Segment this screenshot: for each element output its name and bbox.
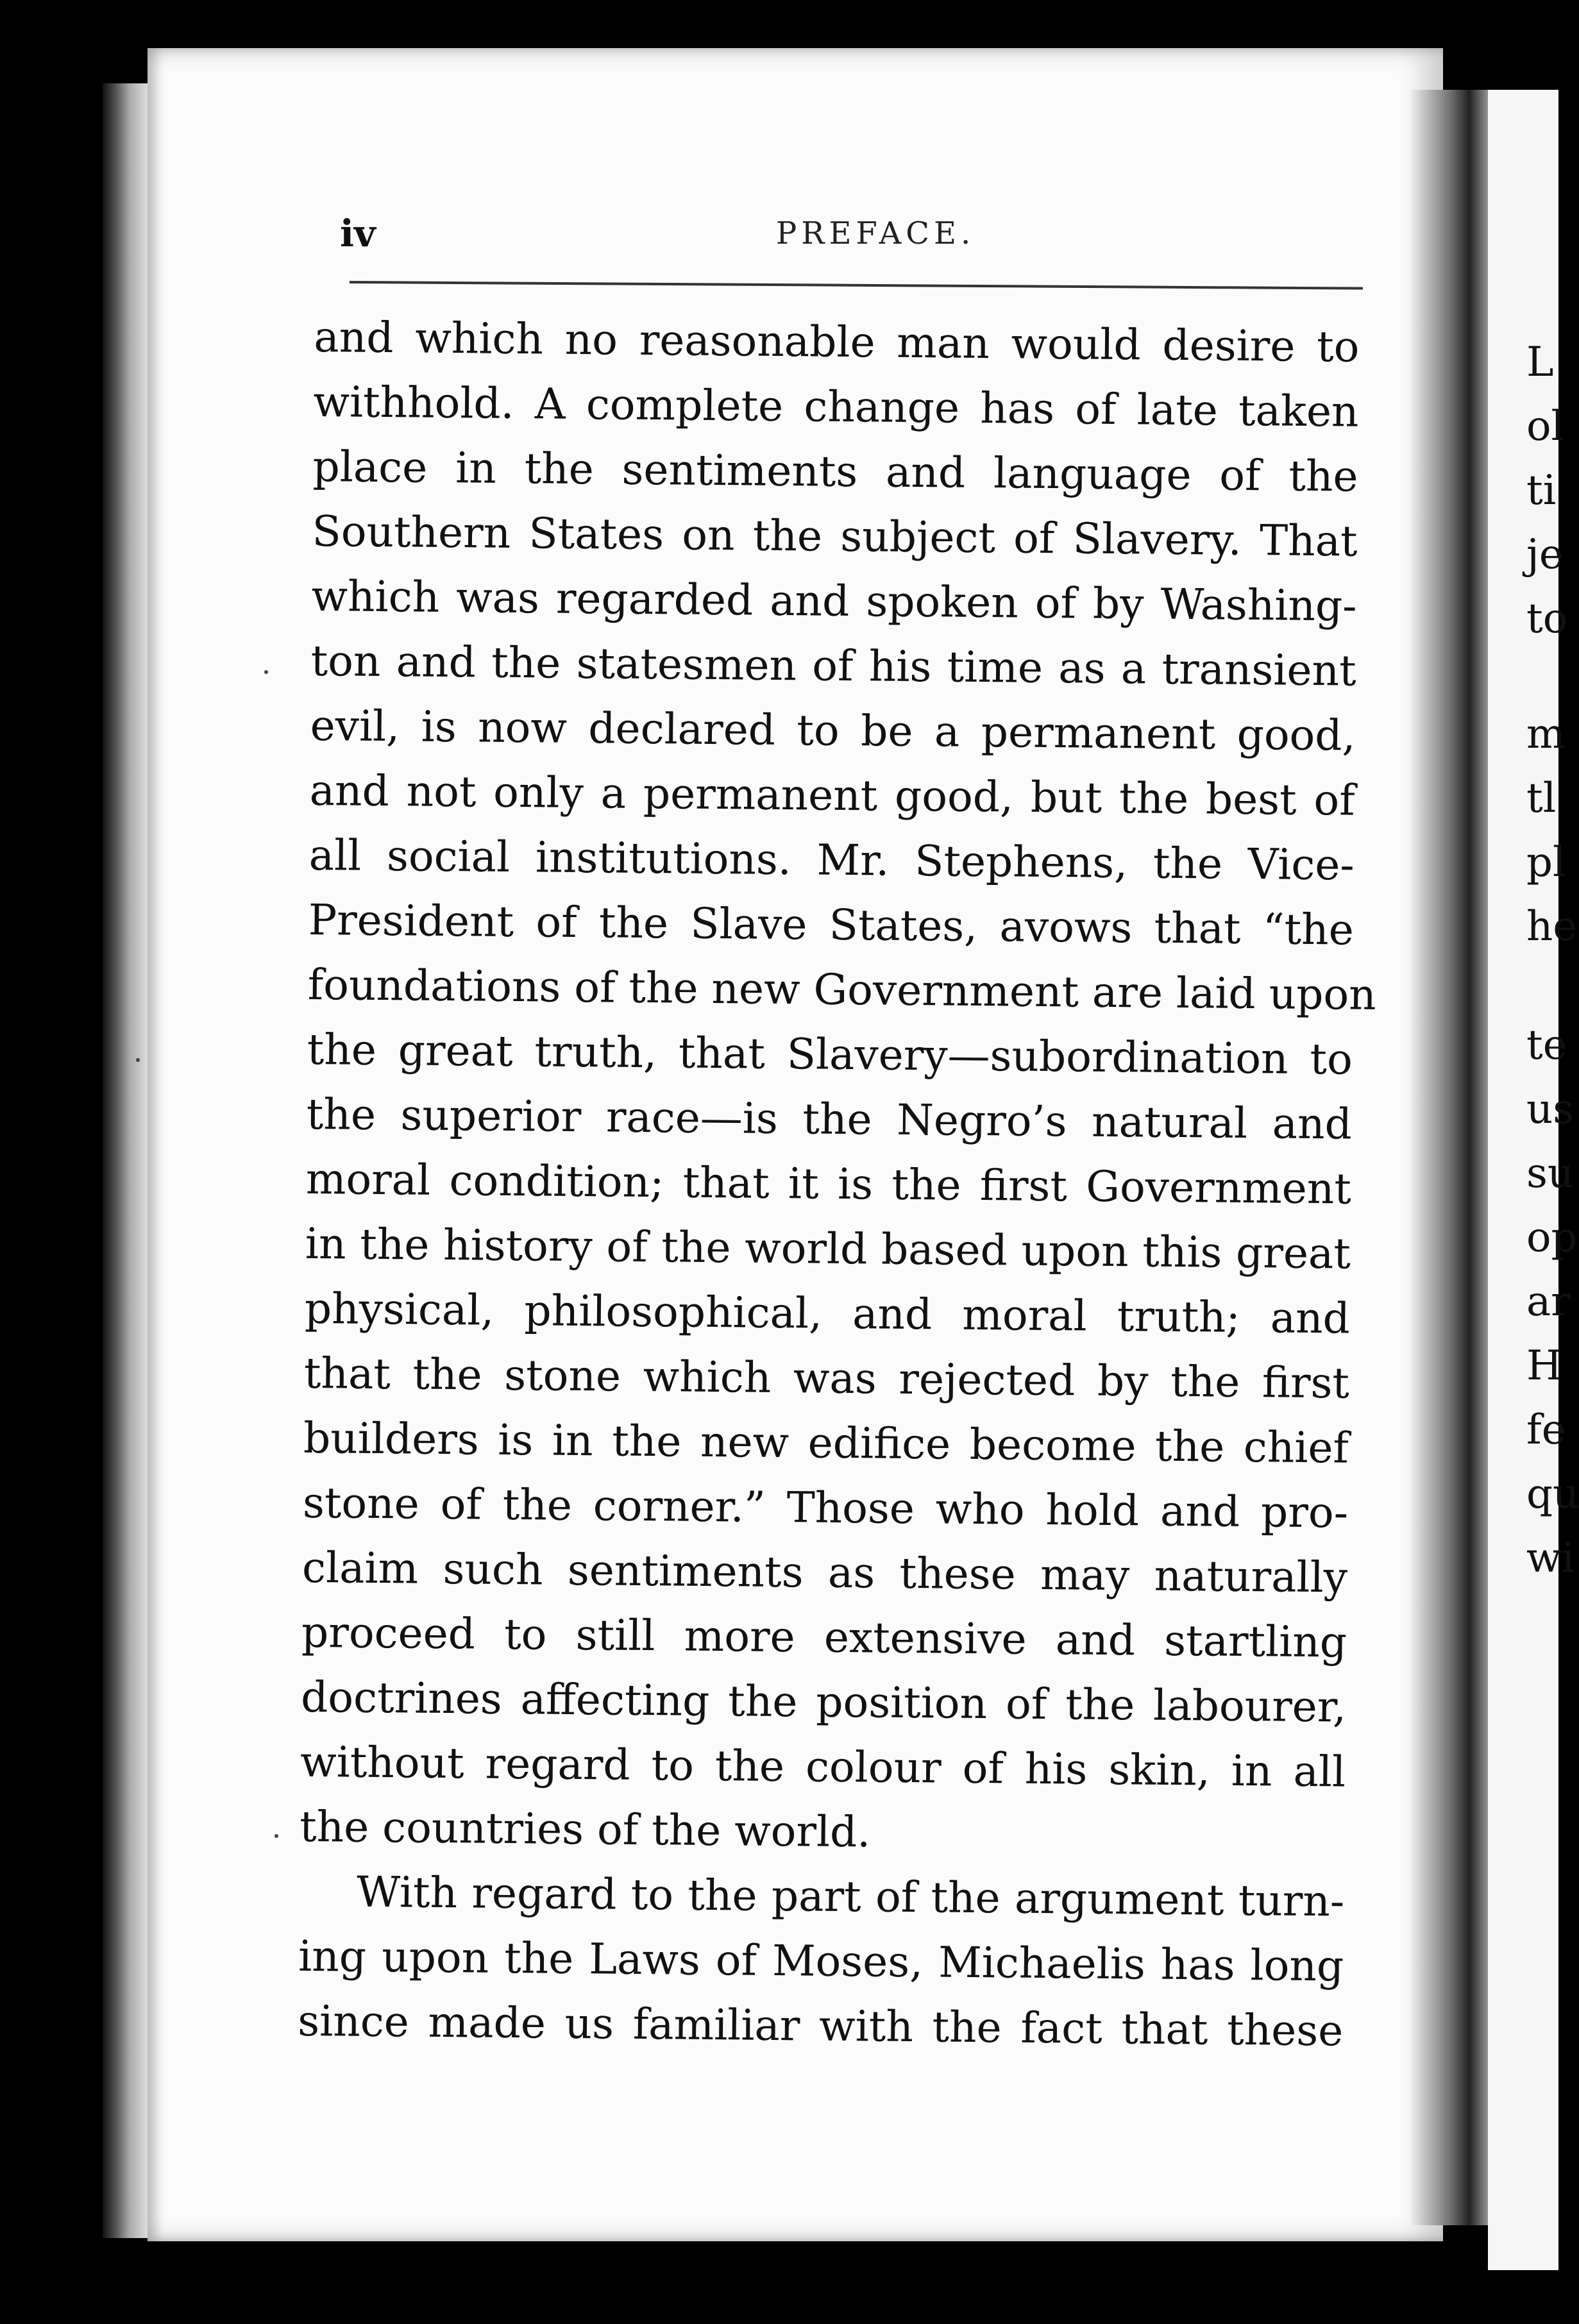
facing-fragment: su xyxy=(1526,1150,1575,1197)
paper-speck xyxy=(274,1834,278,1838)
facing-fragment: to xyxy=(1526,595,1568,643)
text-line: President of the Slave States, avows that “the xyxy=(308,895,1355,955)
facing-fragment: wi xyxy=(1526,1535,1575,1582)
facing-fragment: fe xyxy=(1526,1406,1566,1454)
facing-fragment: op xyxy=(1526,1214,1578,1261)
text-line: and which no reasonable man would desire to xyxy=(314,312,1360,372)
gutter-shadow xyxy=(1411,90,1494,2225)
paper-speck xyxy=(264,670,268,674)
text-line: moral condition; that it is the first Government xyxy=(305,1154,1352,1214)
text-line: without regard to the colour of his skin, in all xyxy=(300,1737,1346,1797)
text-line: ing upon the Laws of Moses, Michaelis has long xyxy=(298,1931,1344,1991)
facing-fragment: L xyxy=(1526,339,1554,386)
paper-speck xyxy=(136,1058,140,1062)
text-line: the countries of the world. xyxy=(299,1801,871,1857)
page-number: iv xyxy=(340,212,376,255)
text-line: foundations of the new Government are laid upon xyxy=(307,959,1377,1020)
facing-fragment: pl xyxy=(1526,839,1566,886)
book-edge-left xyxy=(103,83,148,2238)
facing-fragment: te xyxy=(1526,1022,1567,1069)
text-line: Southern States on the subject of Slavery. That xyxy=(312,506,1358,566)
facing-fragment: je xyxy=(1526,531,1564,578)
text-line: the superior race—is the Negro’s natural and xyxy=(306,1089,1353,1149)
facing-fragment: tl xyxy=(1526,775,1557,822)
facing-fragment: qu xyxy=(1526,1470,1579,1518)
text-line: all social institutions. Mr. Stephens, the Vice- xyxy=(308,830,1355,890)
facing-fragment: us xyxy=(1526,1086,1575,1133)
facing-fragment: ol xyxy=(1526,403,1564,450)
facing-fragment: ti xyxy=(1526,467,1557,514)
text-line: in the history of the world based upon this great xyxy=(305,1218,1351,1279)
text-line: withhold. A complete change has of late taken xyxy=(313,376,1359,437)
running-head xyxy=(340,212,1366,263)
text-line: the great truth, that Slavery—subordination to xyxy=(307,1024,1353,1084)
text-line: claim such sentiments as these may naturally xyxy=(301,1542,1348,1603)
text-line: which was regarded and spoken of by Washing- xyxy=(311,571,1357,631)
text-line: and not only a permanent good, but the best of xyxy=(309,765,1356,825)
running-title: PREFACE. xyxy=(776,215,975,251)
facing-fragment: ar xyxy=(1526,1278,1571,1326)
text-line: place in the sentiments and language of the xyxy=(312,441,1358,501)
text-line: stone of the corner.” Those who hold and pro- xyxy=(302,1478,1349,1538)
facing-fragment: he xyxy=(1526,903,1578,950)
text-line: doctrines affecting the position of the labourer, xyxy=(300,1672,1347,1732)
text-line: With regard to the part of the argument turn- xyxy=(356,1867,1345,1926)
facing-fragment: m xyxy=(1526,711,1566,758)
facing-fragment: H xyxy=(1526,1342,1562,1390)
text-line: that the stone which was rejected by the first xyxy=(303,1348,1350,1408)
text-line: ton and the statesmen of his time as a transient xyxy=(310,636,1356,696)
text-line: since made us familiar with the fact that these xyxy=(297,1996,1344,2056)
text-line: physical, philosophical, and moral truth; and xyxy=(304,1283,1351,1343)
text-line: evil, is now declared to be a permanent good, xyxy=(310,700,1356,761)
facing-page-edge xyxy=(1488,90,1579,2270)
text-line: proceed to still more extensive and startling xyxy=(301,1607,1347,1667)
body-text xyxy=(297,305,1377,2064)
text-line: builders is in the new edifice become the chief xyxy=(303,1413,1349,1473)
